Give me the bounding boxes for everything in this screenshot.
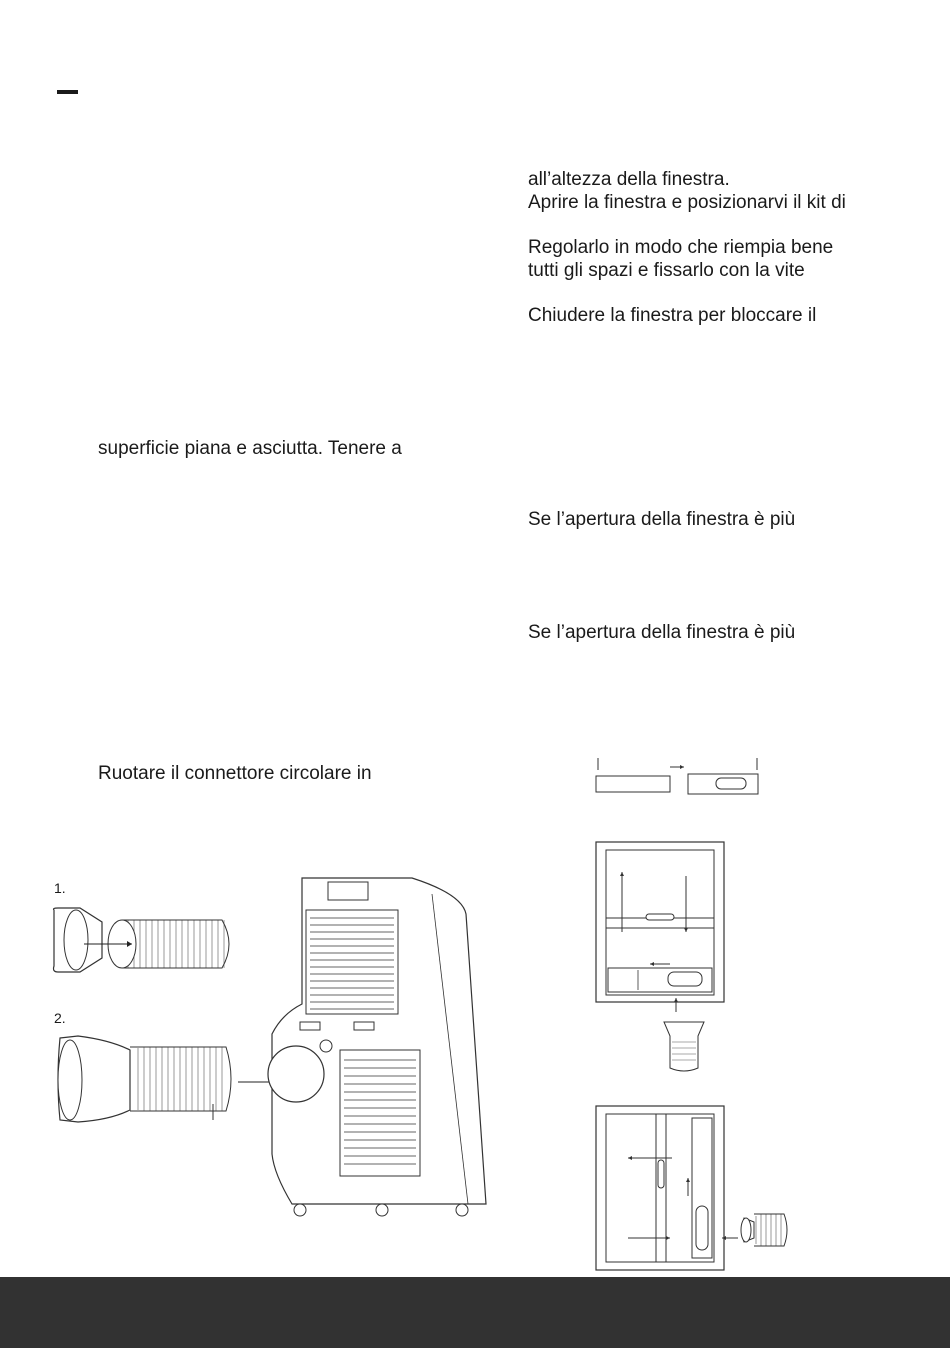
- vertical-window-illustration: [594, 1104, 794, 1274]
- text-line: Se l’apertura della finestra è più: [528, 509, 796, 530]
- air-conditioner-illustration: [262, 874, 492, 1219]
- hose-assembly-step-1-illustration: [50, 900, 250, 980]
- horizontal-window-illustration: [594, 840, 728, 1076]
- text-line: Se l’apertura della finestra è più: [528, 622, 796, 643]
- text-line: Chiudere la finestra per bloccare il: [528, 305, 817, 326]
- text-line: Aprire la finestra e posizionarvi il kit di: [528, 192, 846, 213]
- step-2-label: 2.: [54, 1010, 66, 1026]
- text-line: all’altezza della finestra.: [528, 169, 730, 190]
- text-line: superficie piana e asciutta. Tenere a: [98, 438, 402, 459]
- section-dash: [57, 90, 78, 94]
- text-line: Regolarlo in modo che riempia bene: [528, 237, 834, 258]
- step-1-label: 1.: [54, 880, 66, 896]
- window-kit-panels-illustration: [594, 758, 764, 798]
- page-footer-bar: [0, 1277, 950, 1348]
- text-line: Ruotare il connettore circolare in: [98, 763, 372, 784]
- text-line: tutti gli spazi e fissarlo con la vite: [528, 260, 805, 281]
